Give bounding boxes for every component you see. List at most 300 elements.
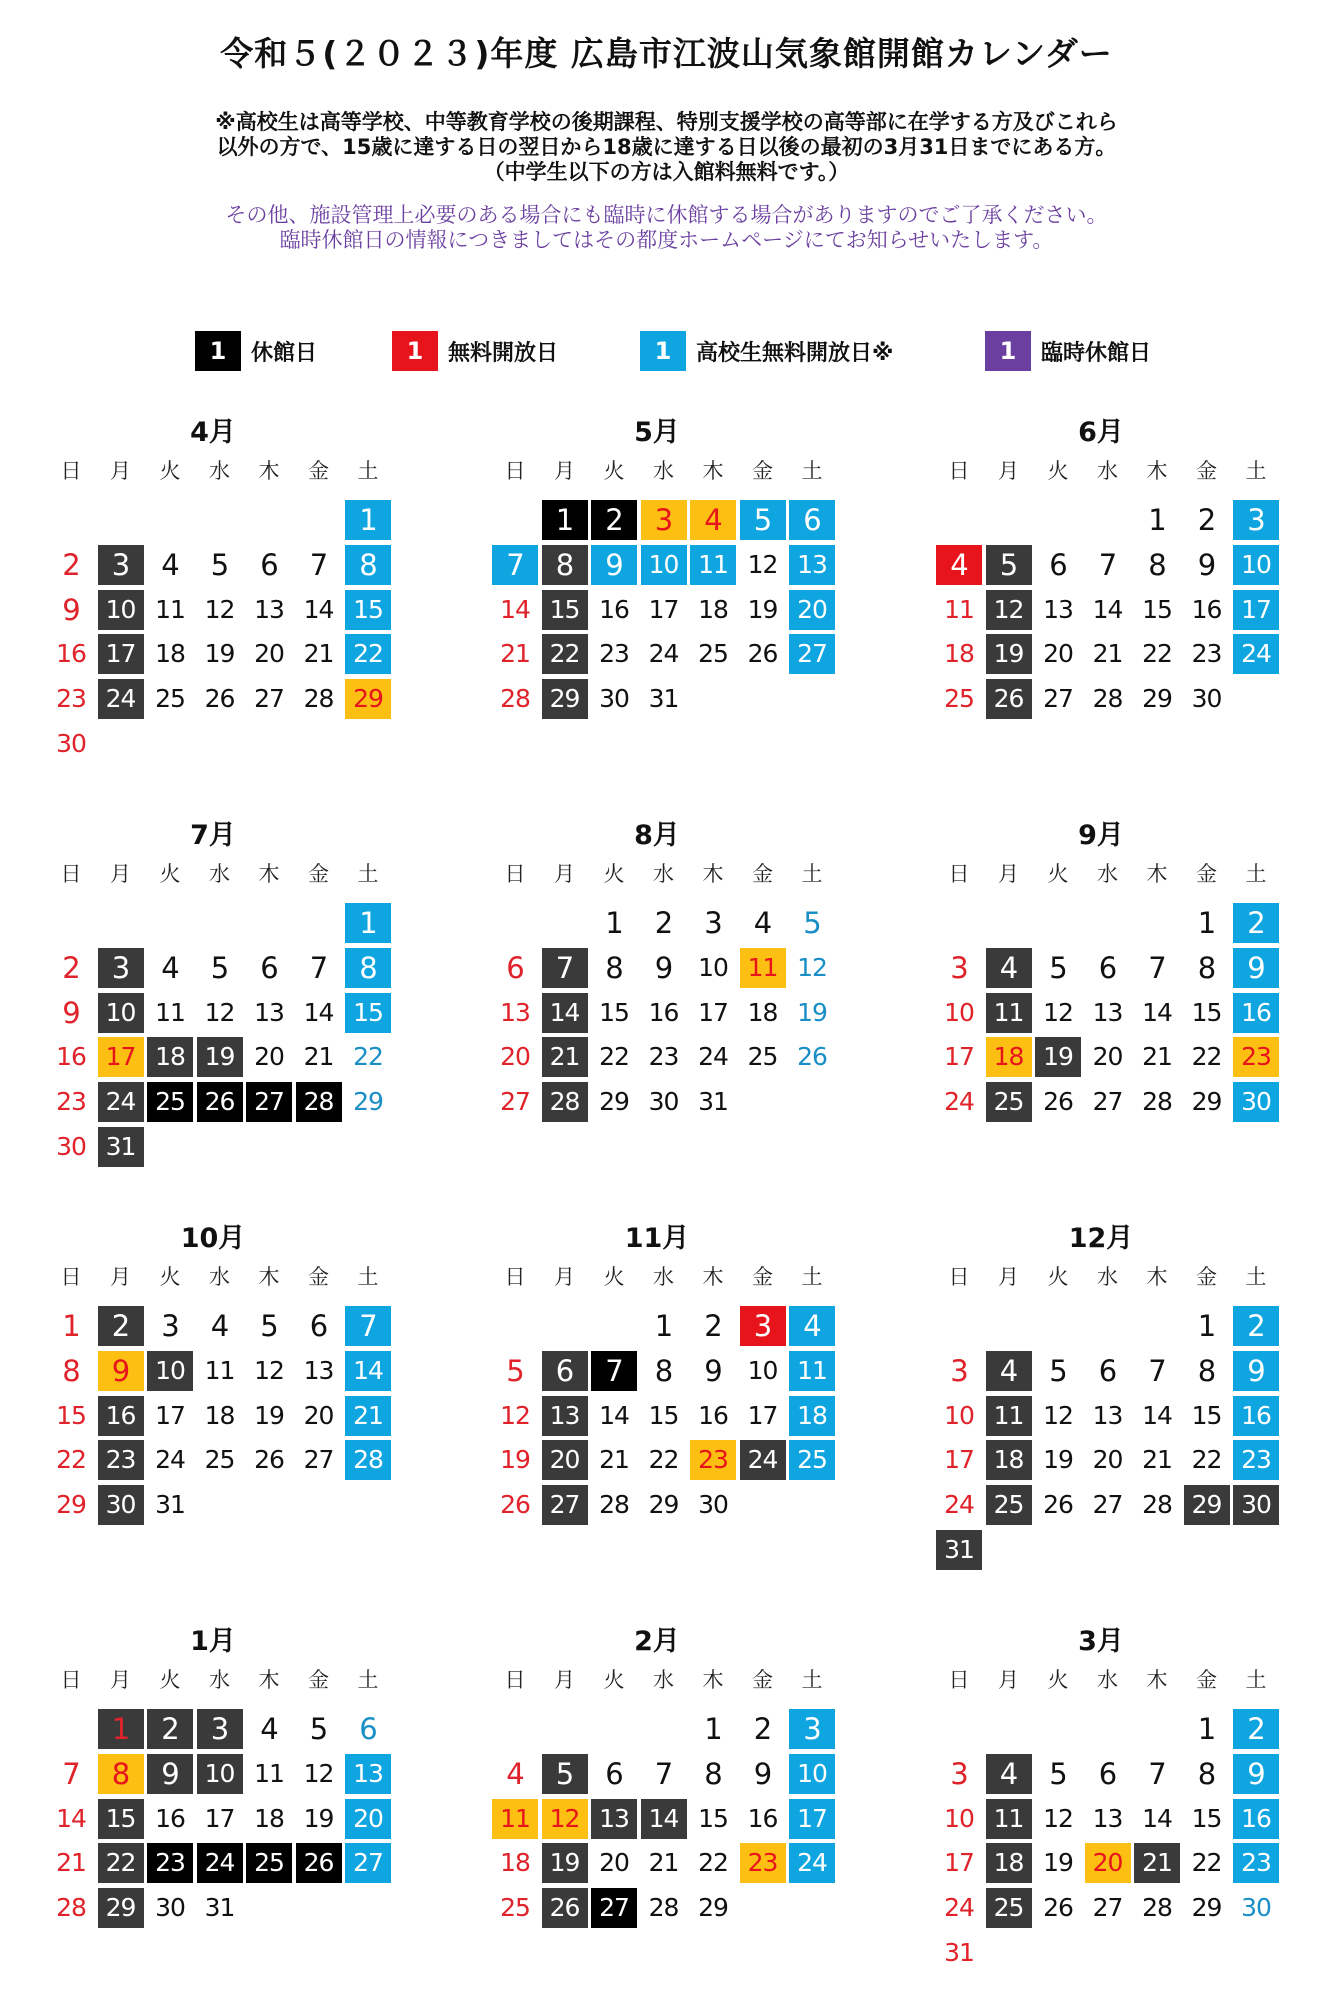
calendar-day: 9 xyxy=(98,1351,144,1391)
calendar-day: 30 xyxy=(1233,1485,1279,1525)
calendar-day: 11 xyxy=(204,1355,235,1385)
calendar-day: 17 xyxy=(944,1042,974,1072)
calendar-day: 27 xyxy=(1092,1893,1123,1923)
weekday-header: 金 xyxy=(1196,459,1217,483)
calendar-day: 10 xyxy=(197,1754,243,1794)
calendar-day: 30 xyxy=(98,1485,144,1525)
month-calendar xyxy=(936,1619,1271,1989)
calendar-day: 19 xyxy=(1043,1445,1073,1475)
calendar-day: 14 xyxy=(599,1400,629,1430)
calendar-day: 7 xyxy=(1148,1756,1166,1791)
calendar-day: 5 xyxy=(1049,950,1067,985)
note-line: ※高校生は高等学校、中等教育学校の後期課程、特別支援学校の高等部に在学する方及びこれら xyxy=(215,110,1118,134)
weekday-header: 金 xyxy=(308,459,329,483)
calendar-day: 13 xyxy=(254,594,284,624)
calendar-day: 10 xyxy=(698,952,728,982)
calendar-day: 18 xyxy=(500,1848,530,1878)
calendar-day: 22 xyxy=(1191,1848,1222,1878)
calendar-day: 28 xyxy=(1092,684,1123,714)
calendar-day: 19 xyxy=(1035,1037,1081,1077)
calendar-day: 18 xyxy=(789,1396,835,1436)
calendar-day: 12 xyxy=(747,549,778,579)
calendar-day: 2 xyxy=(1233,1709,1279,1749)
calendar-day: 2 xyxy=(654,906,673,940)
calendar-day: 8 xyxy=(345,948,391,988)
calendar-day: 18 xyxy=(698,594,728,624)
weekday-header: 土 xyxy=(1245,862,1267,886)
calendar-day: 17 xyxy=(747,1400,778,1430)
weekday-header: 土 xyxy=(1245,459,1267,483)
calendar-day: 19 xyxy=(986,634,1032,674)
notes xyxy=(0,110,1333,185)
notes-purple xyxy=(0,203,1333,253)
legend-label: 高校生無料開放日※ xyxy=(696,340,894,366)
calendar-day: 30 xyxy=(648,1087,679,1117)
weekday-header: 火 xyxy=(159,459,181,483)
calendar-day: 6 xyxy=(1049,547,1067,582)
calendar-day: 8 xyxy=(62,1353,80,1388)
calendar-day: 4 xyxy=(986,948,1032,988)
calendar-day: 20 xyxy=(1043,639,1073,669)
calendar-day: 21 xyxy=(303,639,334,669)
weekday-header: 月 xyxy=(998,862,1019,886)
calendar-day: 26 xyxy=(197,1082,243,1122)
weekday-header: 土 xyxy=(357,459,379,483)
weekday-header: 日 xyxy=(60,1265,82,1289)
calendar-day: 12 xyxy=(1043,1400,1073,1430)
weekday-header: 金 xyxy=(752,862,773,886)
calendar-day: 9 xyxy=(591,545,637,585)
calendar-day: 30 xyxy=(56,1132,86,1161)
weekday-header: 木 xyxy=(1146,459,1168,483)
calendar-day: 31 xyxy=(648,684,679,714)
calendar-day: 13 xyxy=(254,997,284,1027)
legend-swatch: 1 xyxy=(195,331,241,371)
calendar-day: 22 xyxy=(599,1042,629,1072)
calendar-day: 10 xyxy=(98,590,144,630)
calendar-day: 1 xyxy=(704,1712,722,1746)
weekday-header: 木 xyxy=(258,1668,280,1692)
calendar-day: 31 xyxy=(944,1938,974,1967)
month-calendar xyxy=(936,813,1271,1183)
calendar-day: 11 xyxy=(986,1396,1032,1436)
calendar-day: 24 xyxy=(197,1843,243,1883)
weekday-header: 水 xyxy=(653,862,674,886)
calendar-day: 1 xyxy=(1197,1309,1216,1343)
legend-swatch: 1 xyxy=(640,331,686,371)
calendar-day: 21 xyxy=(1142,1042,1172,1072)
calendar-day: 27 xyxy=(542,1485,588,1525)
calendar-day: 23 xyxy=(1233,1843,1279,1883)
calendar-day: 3 xyxy=(197,1709,243,1749)
weekday-header: 金 xyxy=(752,1265,773,1289)
calendar-day: 15 xyxy=(345,993,391,1033)
calendar-day: 19 xyxy=(1043,1848,1073,1878)
calendar-day: 25 xyxy=(698,639,728,669)
calendar-day: 7 xyxy=(309,950,328,985)
calendar-day: 15 xyxy=(345,590,391,630)
calendar-day: 14 xyxy=(542,993,588,1033)
weekday-header: 木 xyxy=(702,1265,724,1289)
calendar-day: 2 xyxy=(591,500,637,540)
calendar-day: 27 xyxy=(591,1888,637,1928)
calendar-day: 16 xyxy=(98,1396,144,1436)
calendar-day: 17 xyxy=(944,1445,974,1475)
calendar-day: 13 xyxy=(1092,1400,1123,1430)
calendar-day: 8 xyxy=(345,545,391,585)
weekday-header: 火 xyxy=(603,862,625,886)
month-title: 4月 xyxy=(190,417,236,448)
calendar-day: 9 xyxy=(654,950,673,985)
calendar-day: 10 xyxy=(944,997,974,1027)
calendar-day: 23 xyxy=(740,1843,786,1883)
calendar-day: 8 xyxy=(98,1754,144,1794)
calendar-day: 18 xyxy=(204,1400,235,1430)
calendar-day: 11 xyxy=(986,993,1032,1033)
weekday-header: 土 xyxy=(801,1668,823,1692)
calendar-day: 30 xyxy=(1233,1082,1279,1122)
weekday-header: 土 xyxy=(1245,1265,1267,1289)
month-calendar xyxy=(492,1619,827,1989)
calendar-day: 24 xyxy=(740,1440,786,1480)
calendar-day: 1 xyxy=(345,903,391,943)
calendar-day: 9 xyxy=(704,1353,722,1388)
calendar-day: 3 xyxy=(740,1306,786,1346)
weekday-header: 火 xyxy=(159,862,181,886)
calendar-day: 2 xyxy=(1233,1306,1279,1346)
month-title: 10月 xyxy=(180,1223,246,1254)
calendar-day: 17 xyxy=(98,634,144,674)
calendar-day: 15 xyxy=(98,1799,144,1839)
weekday-header: 火 xyxy=(1047,1265,1069,1289)
calendar-day: 7 xyxy=(309,547,328,582)
calendar-day: 12 xyxy=(1043,1803,1073,1833)
calendar-day: 27 xyxy=(246,1082,292,1122)
calendar-day: 11 xyxy=(690,545,736,585)
weekday-header: 金 xyxy=(752,1668,773,1692)
weekday-header: 土 xyxy=(357,1668,379,1692)
calendar-day: 13 xyxy=(591,1799,637,1839)
calendar-day: 27 xyxy=(1043,684,1073,714)
calendar-day: 22 xyxy=(56,1445,86,1475)
calendar-day: 4 xyxy=(210,1309,229,1343)
calendar-day: 12 xyxy=(204,594,235,624)
calendar-day: 14 xyxy=(303,997,334,1027)
calendar-day: 16 xyxy=(648,997,679,1027)
weekday-header: 日 xyxy=(60,862,82,886)
calendar-day: 27 xyxy=(254,684,284,714)
calendar-day: 1 xyxy=(1197,1712,1216,1746)
weekday-header: 水 xyxy=(209,1265,230,1289)
calendar-day: 20 xyxy=(1092,1445,1123,1475)
calendar-day: 10 xyxy=(98,993,144,1033)
calendar-day: 29 xyxy=(98,1888,144,1928)
calendar-day: 25 xyxy=(944,684,974,714)
weekday-header: 水 xyxy=(653,459,674,483)
calendar-day: 10 xyxy=(747,1355,778,1385)
calendar-day: 22 xyxy=(1191,1042,1222,1072)
calendar-day: 1 xyxy=(1148,503,1166,537)
calendar-day: 11 xyxy=(155,594,185,624)
calendar-day: 18 xyxy=(986,1440,1032,1480)
calendar-day: 9 xyxy=(62,592,80,627)
calendar-day: 9 xyxy=(1233,1754,1279,1794)
weekday-header: 土 xyxy=(801,1265,823,1289)
calendar-day: 9 xyxy=(1233,948,1279,988)
calendar-day: 1 xyxy=(654,1309,673,1343)
calendar-day: 18 xyxy=(155,639,185,669)
calendar-day: 12 xyxy=(500,1400,530,1430)
calendar-day: 21 xyxy=(599,1445,629,1475)
weekday-header: 水 xyxy=(209,459,230,483)
weekday-header: 木 xyxy=(1146,1265,1168,1289)
weekday-header: 水 xyxy=(653,1265,674,1289)
calendar-day: 29 xyxy=(698,1893,728,1923)
calendar-day: 5 xyxy=(506,1353,524,1388)
calendar-day: 22 xyxy=(353,1042,383,1072)
calendar-day: 17 xyxy=(789,1799,835,1839)
calendar-day: 24 xyxy=(944,1490,974,1520)
calendar-day: 6 xyxy=(1098,1756,1117,1791)
calendar-day: 9 xyxy=(753,1756,772,1791)
calendar-day: 11 xyxy=(155,997,185,1027)
legend xyxy=(0,330,1333,372)
calendar-day: 9 xyxy=(1197,547,1216,582)
weekday-header: 木 xyxy=(1146,1668,1168,1692)
month-calendar xyxy=(48,410,383,780)
weekday-header: 日 xyxy=(504,862,526,886)
calendar-day: 6 xyxy=(789,500,835,540)
calendar-day: 17 xyxy=(98,1037,144,1077)
calendar-day: 14 xyxy=(303,594,334,624)
calendar-day: 9 xyxy=(147,1754,193,1794)
calendar-day: 11 xyxy=(944,594,974,624)
calendar-day: 20 xyxy=(1092,1042,1123,1072)
calendar-day: 2 xyxy=(1197,503,1216,537)
calendar-day: 4 xyxy=(506,1756,524,1791)
calendar-day: 21 xyxy=(648,1848,679,1878)
weekday-header: 木 xyxy=(258,459,280,483)
calendar-day: 22 xyxy=(698,1848,728,1878)
calendar-day: 3 xyxy=(704,906,722,940)
calendar-day: 6 xyxy=(506,950,524,985)
calendar-day: 2 xyxy=(98,1306,144,1346)
calendar-day: 23 xyxy=(1191,639,1222,669)
calendar-day: 31 xyxy=(155,1490,185,1520)
calendar-day: 20 xyxy=(1085,1843,1131,1883)
calendar-day: 26 xyxy=(204,684,235,714)
calendar-day: 2 xyxy=(753,1712,772,1746)
month-calendar xyxy=(48,1216,383,1586)
legend-swatch: 1 xyxy=(392,331,438,371)
weekday-header: 月 xyxy=(110,1668,131,1692)
calendar-day: 9 xyxy=(62,995,80,1030)
weekday-header: 木 xyxy=(1146,862,1168,886)
weekday-header: 金 xyxy=(308,862,329,886)
calendar-day: 8 xyxy=(1197,1756,1216,1791)
calendar-day: 14 xyxy=(1142,1400,1172,1430)
calendar-day: 21 xyxy=(1142,1445,1172,1475)
weekday-header: 金 xyxy=(308,1265,329,1289)
weekday-header: 金 xyxy=(308,1668,329,1692)
weekday-header: 日 xyxy=(504,1668,526,1692)
page-title: 令和５(２０２３)年度 広島市江波山気象館開館カレンダー xyxy=(220,34,1113,73)
calendar-day: 12 xyxy=(797,952,827,982)
calendar-day: 8 xyxy=(542,545,588,585)
calendar-day: 5 xyxy=(309,1712,328,1746)
calendar-day: 14 xyxy=(1142,1803,1172,1833)
calendar-day: 24 xyxy=(155,1445,185,1475)
calendar-day: 4 xyxy=(986,1754,1032,1794)
calendar-day: 30 xyxy=(1191,684,1222,714)
weekday-header: 月 xyxy=(554,1265,575,1289)
calendar-day: 24 xyxy=(944,1893,974,1923)
calendar-day: 17 xyxy=(698,997,728,1027)
calendar-day: 14 xyxy=(56,1803,86,1833)
calendar-day: 22 xyxy=(98,1843,144,1883)
calendar-day: 20 xyxy=(542,1440,588,1480)
calendar-day: 13 xyxy=(1092,1803,1123,1833)
calendar-day: 1 xyxy=(605,906,623,940)
legend-item-temporary xyxy=(985,330,1151,372)
calendar-day: 18 xyxy=(147,1037,193,1077)
calendar-day: 3 xyxy=(98,948,144,988)
calendar-day: 20 xyxy=(345,1799,391,1839)
calendar-day: 2 xyxy=(62,547,80,582)
calendar-day: 6 xyxy=(309,1309,328,1343)
calendar-day: 26 xyxy=(500,1490,530,1520)
calendar-day: 7 xyxy=(654,1756,673,1791)
calendar-day: 5 xyxy=(542,1754,588,1794)
calendar-day: 22 xyxy=(1142,639,1172,669)
calendar-day: 15 xyxy=(1142,594,1172,624)
calendar-day: 7 xyxy=(1148,950,1166,985)
month-title: 1月 xyxy=(190,1626,236,1657)
calendar-day: 20 xyxy=(789,590,835,630)
calendar-day: 12 xyxy=(254,1355,284,1385)
calendar-day: 19 xyxy=(542,1843,588,1883)
weekday-header: 月 xyxy=(998,459,1019,483)
calendar-day: 25 xyxy=(246,1843,292,1883)
weekday-header: 火 xyxy=(1047,459,1069,483)
weekday-header: 日 xyxy=(948,1265,970,1289)
weekday-header: 水 xyxy=(1097,862,1118,886)
weekday-header: 金 xyxy=(1196,862,1217,886)
calendar-day: 10 xyxy=(1233,545,1279,585)
calendar-day: 18 xyxy=(986,1037,1032,1077)
calendar-day: 12 xyxy=(542,1799,588,1839)
calendar-day: 28 xyxy=(1142,1893,1172,1923)
calendar-day: 4 xyxy=(936,545,982,585)
weekday-header: 木 xyxy=(702,1668,724,1692)
calendar-day: 26 xyxy=(1043,1087,1073,1117)
weekday-header: 土 xyxy=(357,1265,379,1289)
calendar-day: 16 xyxy=(1233,1396,1279,1436)
calendar-day: 11 xyxy=(986,1799,1032,1839)
calendar-day: 27 xyxy=(789,634,835,674)
weekday-header: 土 xyxy=(801,862,823,886)
calendar-day: 3 xyxy=(161,1309,179,1343)
weekday-header: 火 xyxy=(603,1668,625,1692)
month-calendar xyxy=(936,1216,1271,1586)
weekday-header: 金 xyxy=(752,459,773,483)
weekday-header: 火 xyxy=(1047,862,1069,886)
calendar-day: 26 xyxy=(296,1843,342,1883)
calendar-day: 20 xyxy=(254,1042,284,1072)
calendar-day: 31 xyxy=(936,1530,982,1570)
calendar-day: 6 xyxy=(260,950,278,985)
calendar-day: 4 xyxy=(690,500,736,540)
calendar-day: 19 xyxy=(747,594,778,624)
calendar-day: 6 xyxy=(542,1351,588,1391)
calendar-day: 7 xyxy=(542,948,588,988)
calendar-day: 1 xyxy=(1197,906,1216,940)
calendar-day: 3 xyxy=(789,1709,835,1749)
calendar-day: 4 xyxy=(986,1351,1032,1391)
weekday-header: 日 xyxy=(504,459,526,483)
calendar-day: 27 xyxy=(1092,1490,1123,1520)
calendar-day: 13 xyxy=(1092,997,1123,1027)
calendar-day: 5 xyxy=(1049,1756,1067,1791)
calendar-day: 23 xyxy=(1233,1037,1279,1077)
calendar-day: 26 xyxy=(797,1042,827,1072)
calendar-day: 5 xyxy=(210,950,229,985)
calendar-day: 13 xyxy=(345,1754,391,1794)
weekday-header: 月 xyxy=(998,1265,1019,1289)
calendar-day: 15 xyxy=(1191,1803,1222,1833)
calendar-day: 1 xyxy=(98,1709,144,1749)
calendar-day: 12 xyxy=(303,1758,334,1788)
calendar-day: 31 xyxy=(98,1127,144,1167)
calendar-day: 24 xyxy=(98,679,144,719)
weekday-header: 木 xyxy=(702,459,724,483)
calendar-day: 26 xyxy=(254,1445,284,1475)
calendar-day: 16 xyxy=(1233,993,1279,1033)
note-line: 以外の方で、15歳に達する日の翌日から18歳に達する日以後の最初の3月31日までにある方。 xyxy=(216,135,1117,159)
month-title: 11月 xyxy=(624,1223,690,1254)
calendar-day: 30 xyxy=(56,729,86,758)
calendar-day: 24 xyxy=(1233,634,1279,674)
weekday-header: 日 xyxy=(60,459,82,483)
calendar-day: 11 xyxy=(789,1351,835,1391)
calendar-day: 18 xyxy=(986,1843,1032,1883)
calendar-day: 13 xyxy=(789,545,835,585)
calendar-day: 3 xyxy=(641,500,687,540)
calendar-day: 22 xyxy=(345,634,391,674)
calendar-day: 17 xyxy=(648,594,679,624)
calendar-day: 12 xyxy=(1043,997,1073,1027)
calendar-day: 23 xyxy=(56,684,86,714)
calendar-day: 25 xyxy=(986,1082,1032,1122)
calendar-day: 21 xyxy=(1092,639,1123,669)
calendar-day: 13 xyxy=(500,997,530,1027)
calendar-day: 21 xyxy=(345,1396,391,1436)
calendar-day: 14 xyxy=(1142,997,1172,1027)
weekday-header: 月 xyxy=(554,1668,575,1692)
calendar-day: 1 xyxy=(345,500,391,540)
calendar-day: 31 xyxy=(204,1893,235,1923)
calendar-day: 16 xyxy=(1233,1799,1279,1839)
month-title: 5月 xyxy=(634,417,680,448)
calendar-day: 8 xyxy=(1197,950,1216,985)
month-calendar xyxy=(48,1619,383,1989)
calendar-day: 3 xyxy=(1233,500,1279,540)
calendar-day: 17 xyxy=(155,1400,185,1430)
weekday-header: 金 xyxy=(1196,1265,1217,1289)
weekday-header: 月 xyxy=(110,1265,131,1289)
calendar-day: 4 xyxy=(789,1306,835,1346)
weekday-header: 火 xyxy=(159,1668,181,1692)
